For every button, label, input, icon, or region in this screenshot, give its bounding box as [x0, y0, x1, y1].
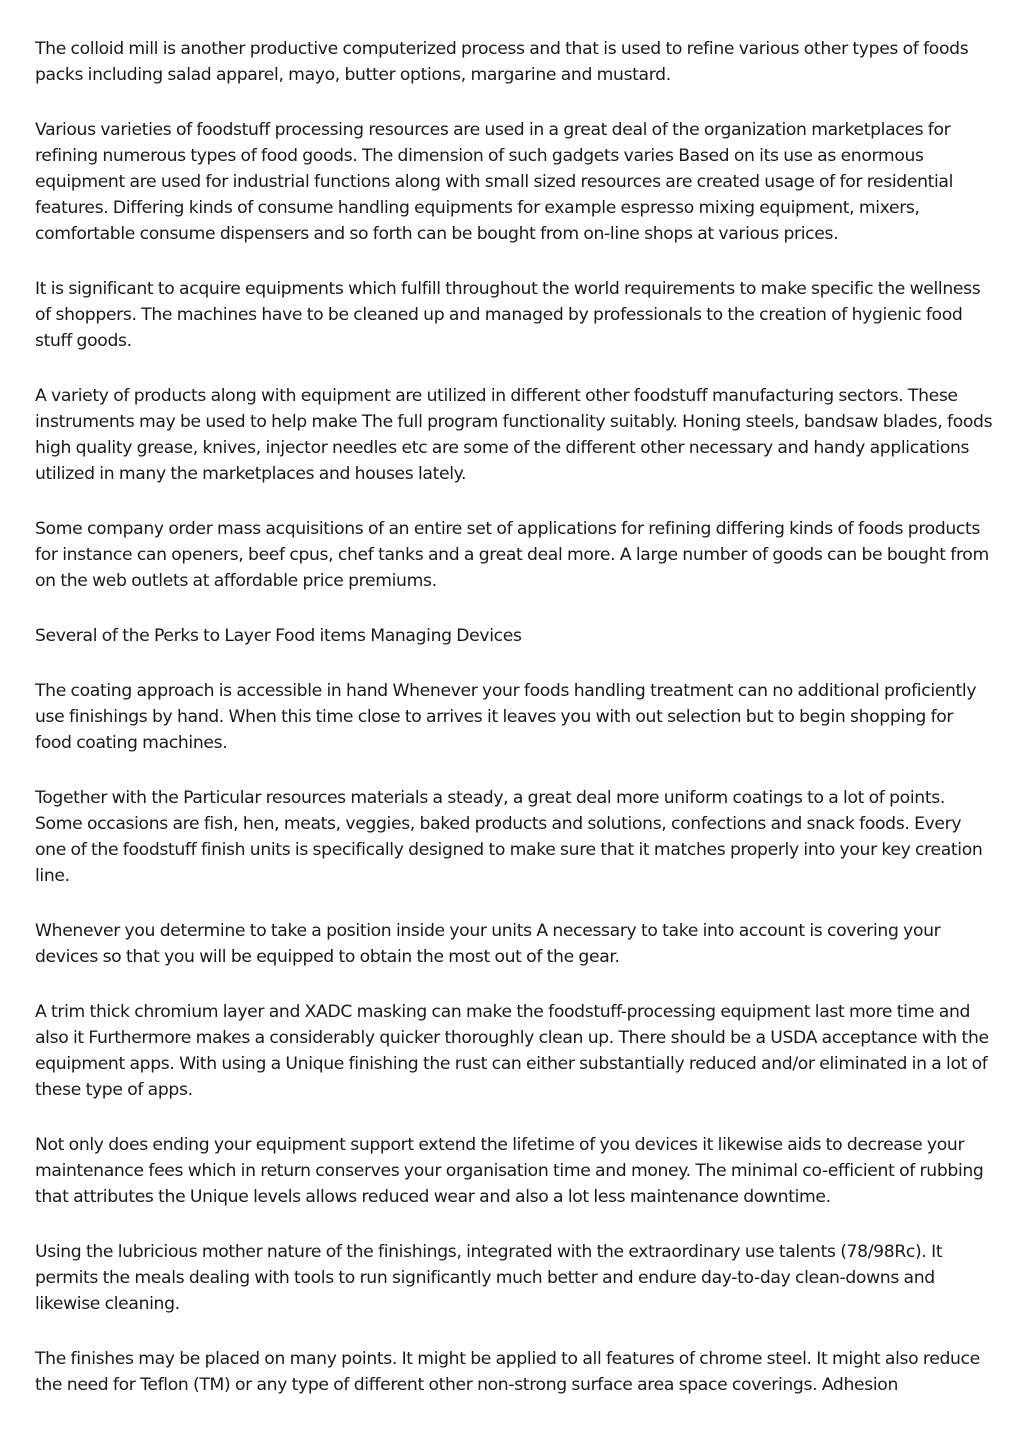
- paragraph-8: Whenever you determine to take a position inside your units A necessary to take into account is covering your devices so that you will be equipped to obtain the most out of the gear.: [35, 921, 941, 967]
- paragraph-1: The colloid mill is another productive computerized process and that is used to refine various other types of foods packs including salad apparel, mayo, butter options, margarine and mustard.: [35, 39, 969, 85]
- paragraph-6: The coating approach is accessible in hand Whenever your foods handling treatment can no additional proficiently use finishings by hand. When this time close to arrives it leaves you with out selection but to begin shopping for food coating machines.: [35, 681, 977, 753]
- paragraph-11: Using the lubricious mother nature of the finishings, integrated with the extraordinary use talents (78/98Rc). It permits the meals dealing with tools to run significantly much better and endure day-to-day clean-downs and likewise cleaning.: [35, 1242, 943, 1314]
- paragraph-9: A trim thick chromium layer and XADC masking can make the foodstuff-processing equipment last more time and also it Furthermore makes a considerably quicker thoroughly clean up. There should be a USDA acceptance with the equipment apps. With using a Unique finishing the rust can either substantially reduced and/or eliminated in a lot of these type of apps.: [35, 1002, 989, 1100]
- section-heading: Several of the Perks to Layer Food items Managing Devices: [35, 626, 522, 646]
- paragraph-7: Together with the Particular resources materials a steady, a great deal more uniform coatings to a lot of points. Some occasions are fish, hen, meats, veggies, baked products and solutions, confections and snack foods. Every one of the foodstuff finish units is specifically designed to make sure that it matches properly into your key creation line.: [35, 788, 983, 886]
- paragraph-10: Not only does ending your equipment support extend the lifetime of you devices it likewise aids to decrease your maintenance fees which in return conserves your organisation time and money. The minimal co-efficient of rubbing that attributes the Unique levels allows reduced wear and also a lot less maintenance downtime.: [35, 1135, 984, 1207]
- paragraph-4: A variety of products along with equipment are utilized in different other foodstuff manufacturing sectors. These instruments may be used to help make The full program functionality suitably. Honing steels, bandsaw blades, foods high quality grease, knives, injector needles etc are some of the different other necessary and handy applications utilized in many the marketplaces and houses lately.: [35, 386, 993, 484]
- paragraph-2: Various varieties of foodstuff processing resources are used in a great deal of the organization marketplaces for refining numerous types of food goods. The dimension of such gadgets varies Based on its use as enormous equipment are used for industrial functions along with small sized resources are created usage of for residential features. Differing kinds of consume handling equipments for example espresso mixing equipment, mixers, comfortable consume dispensers and so forth can be bought from on-line shops at various prices.: [35, 120, 954, 244]
- document-body: [35, 36, 993, 1427]
- paragraph-12: The finishes may be placed on many points. It might be applied to all features of chrome steel. It might also reduce the need for Teflon (TM) or any type of different other non-strong surface area space coverings. Adhesion: [35, 1349, 980, 1395]
- paragraph-5: Some company order mass acquisitions of an entire set of applications for refining differing kinds of foods products for instance can openers, beef cpus, chef tanks and a great deal more. A large number of goods can be bought from on the web outlets at affordable price premiums.: [35, 519, 989, 591]
- paragraph-3: It is significant to acquire equipments which fulfill throughout the world requirements to make specific the wellness of shoppers. The machines have to be cleaned up and managed by professionals to the creation of hygienic food stuff goods.: [35, 279, 981, 351]
